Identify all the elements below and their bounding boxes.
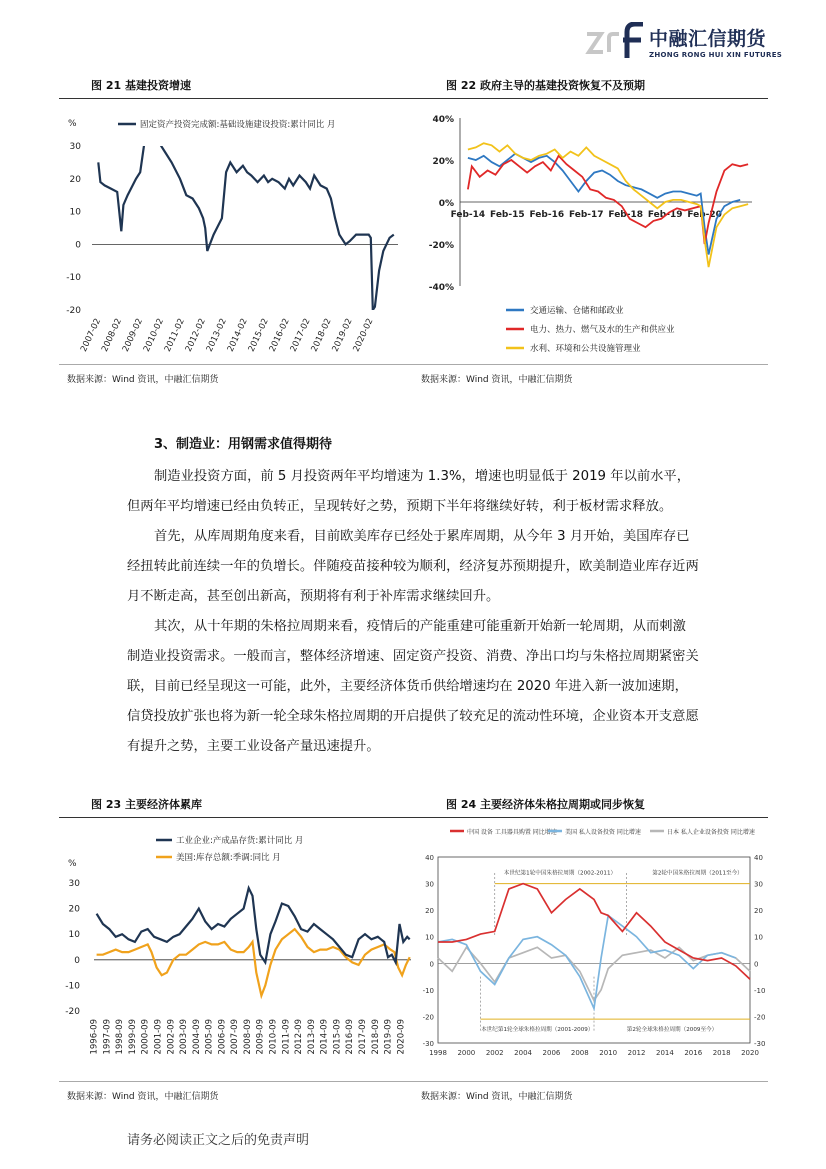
fig23-x-tick: 2004-09 (191, 1019, 202, 1055)
fig23-x-tick: 2013-09 (306, 1019, 317, 1055)
fig24-x-tick: 2012 (627, 1049, 646, 1057)
fig24-y-tick-left: -30 (422, 1040, 434, 1048)
fig24-x-tick: 2010 (599, 1049, 618, 1057)
fig23-x-tick: 2018-09 (370, 1019, 381, 1055)
fig21-y-tick: 20 (69, 174, 81, 185)
logo-english-name: ZHONG RONG HUI XIN FUTURES (649, 51, 783, 59)
fig23-y-tick: -10 (65, 981, 80, 992)
fig22-legend-label: 水利、环境和公共设施管理业 (530, 344, 641, 354)
fig23-series-line (97, 929, 410, 996)
fig24-legend-label: 日本 私人企业设备投资 同比增速 (667, 829, 755, 836)
logo-chinese-name: 中融汇信期货 (649, 28, 767, 50)
fig22-x-tick: Feb-14 (450, 210, 486, 220)
fig24-x-tick: 2004 (514, 1049, 533, 1057)
fig23-x-tick: 1998-09 (115, 1019, 126, 1055)
fig23-y-tick: 30 (68, 879, 80, 889)
fig21-x-tick: 2013-02 (204, 317, 229, 354)
fig21-legend-label: 固定资产投资完成额:基础设施建设投资:累计同比 月 (140, 120, 336, 130)
fig22-chart (420, 106, 768, 361)
fig24-legend-label: 中国 设备 工具器具购置 同比增速 (467, 829, 557, 836)
fig24-y-tick-right: 40 (754, 854, 763, 862)
fig23-x-tick: 2019-09 (383, 1019, 394, 1055)
fig23-unit-label: % (68, 859, 77, 869)
fig23-legend-label: 美国:库存总额:季调:同比 月 (176, 853, 281, 863)
fig22-series-line (468, 154, 740, 255)
fig24-annotation: 本世纪第1轮中国朱格拉周期（2002-2011） (503, 870, 617, 877)
fig22-x-tick: Feb-17 (568, 210, 604, 220)
figure-top-rule (59, 98, 768, 99)
fig21-title: 图 21 基建投资增速 (91, 79, 191, 92)
section-body (127, 462, 699, 762)
fig21-y-tick: -10 (66, 273, 81, 284)
fig24-x-tick: 2016 (684, 1049, 703, 1057)
fig24-y-tick-left: 20 (425, 907, 434, 916)
fig23-x-tick: 2008-09 (242, 1019, 253, 1055)
fig22-x-tick: Feb-15 (490, 210, 525, 220)
fig22-legend-label: 交通运输、仓储和邮政业 (530, 306, 624, 316)
fig23-x-tick: 2010-09 (268, 1019, 279, 1055)
fig21-x-tick: 2009-02 (120, 317, 146, 354)
fig23-x-tick: 2020-09 (396, 1019, 407, 1055)
fig24-plot-frame (438, 857, 750, 1043)
footer-disclaimer: 请务必阅读正文之后的免责声明 (127, 1133, 310, 1148)
fig22-legend-label: 电力、热力、燃气及水的生产和供应业 (530, 325, 675, 335)
fig24-x-tick: 2002 (485, 1049, 504, 1057)
fig24-legend-label: 美国 私人设备投资 同比增速 (565, 829, 641, 836)
fig24-y-tick-right: -10 (754, 986, 766, 995)
fig24-y-tick-right: -20 (754, 1013, 766, 1022)
fig24-x-tick: 2020 (741, 1049, 759, 1057)
fig24-series-line (438, 947, 750, 1000)
fig23-y-tick: 0 (74, 955, 80, 966)
fig22-y-tick: 20% (432, 157, 454, 167)
fig23-x-tick: 2003-09 (179, 1019, 190, 1055)
figure-bottom-rule (59, 1081, 768, 1082)
fig23-x-tick: 1996-09 (89, 1019, 100, 1055)
fig24-y-tick-right: 30 (754, 880, 763, 889)
fig24-series-line (438, 884, 750, 980)
fig23-y-tick: 10 (68, 930, 80, 941)
fig24-x-tick: 2018 (712, 1049, 731, 1057)
fig21-x-tick: 2017-02 (288, 317, 313, 354)
fig23-x-tick: 2012-09 (294, 1019, 305, 1055)
fig23-x-tick: 2016-09 (345, 1019, 356, 1055)
fig24-title: 图 24 主要经济体朱格拉周期或同步恢复 (446, 798, 645, 811)
fig24-y-tick-left: 10 (425, 933, 434, 942)
fig23-x-tick: 2017-09 (357, 1019, 368, 1055)
fig23-x-tick: 2009-09 (255, 1019, 266, 1055)
figure-top-rule (59, 817, 768, 818)
fig24-x-tick: 2014 (655, 1049, 674, 1057)
fig22-x-tick: Feb-20 (687, 210, 722, 220)
fig24-source: 数据来源：Wind 资讯，中融汇信期货 (421, 1092, 573, 1102)
fig21-x-tick: 2007-02 (79, 317, 104, 354)
fig22-x-tick: Feb-16 (529, 210, 565, 220)
fig23-x-tick: 2000-09 (140, 1019, 151, 1055)
fig23-x-tick: 2001-09 (153, 1019, 164, 1055)
section-title: 3、制造业：用钢需求值得期待 (154, 437, 333, 452)
fig21-x-tick: 2011-02 (162, 317, 187, 354)
fig22-y-tick: 40% (432, 115, 454, 125)
fig24-series-line (438, 916, 736, 1009)
fig23-chart (60, 825, 415, 1075)
fig22-source: 数据来源：Wind 资讯，中融汇信期货 (421, 375, 573, 385)
fig21-chart (60, 106, 405, 361)
fig24-x-tick: 2006 (542, 1049, 561, 1057)
fig21-y-tick: -20 (66, 306, 81, 316)
fig21-unit-label: % (68, 119, 77, 129)
fig24-annotation: 第2轮全球朱格拉周期（2009至今） (626, 1027, 718, 1034)
fig23-x-tick: 2015-09 (332, 1019, 343, 1055)
company-logo (585, 20, 783, 64)
fig23-title: 图 23 主要经济体累库 (91, 798, 202, 811)
fig22-series-line (468, 143, 748, 267)
fig24-y-tick-left: 30 (425, 880, 434, 889)
paragraph: 首先，从库周期角度来看，目前欧美库存已经处于累库周期，从今年 3 月开始，美国库存已经扭转此前连续一年的负增长。伴随疫苗接种较为顺利，经济复苏预期提升，欧美制造业库存近两月不断走高，甚至创出新高，预期将有利于补库需求继续回升。 (127, 529, 699, 604)
fig24-x-tick: 2000 (457, 1049, 476, 1057)
fig23-y-tick: 20 (68, 904, 80, 915)
fig24-y-tick-left: 40 (425, 854, 434, 862)
fig22-title: 图 22 政府主导的基建投资恢复不及预期 (446, 79, 645, 92)
logo-mark-icon (585, 22, 647, 60)
fig21-x-tick: 2016-02 (267, 317, 292, 354)
fig23-x-tick: 1997-09 (102, 1019, 113, 1055)
fig22-x-tick: Feb-19 (647, 210, 683, 220)
fig22-series-line (468, 156, 748, 244)
fig23-x-tick: 2007-09 (230, 1019, 241, 1055)
fig21-x-tick: 2012-02 (183, 317, 208, 354)
fig24-chart (420, 825, 772, 1070)
fig23-source: 数据来源：Wind 资讯，中融汇信期货 (67, 1092, 219, 1102)
fig24-annotation: 第2轮中国朱格拉周期（2011至今） (652, 870, 743, 877)
fig24-y-tick-left: 0 (429, 960, 434, 969)
fig23-legend-label: 工业企业:产成品存货:累计同比 月 (176, 836, 304, 846)
fig21-series-line (98, 110, 394, 310)
fig23-x-tick: 2002-09 (166, 1019, 177, 1055)
fig24-y-tick-left: -10 (422, 986, 434, 995)
fig21-x-tick: 2018-02 (309, 317, 334, 354)
fig24-y-tick-right: 20 (754, 907, 763, 916)
fig21-x-tick: 2020-02 (351, 317, 376, 354)
fig21-source: 数据来源：Wind 资讯，中融汇信期货 (67, 375, 219, 385)
fig22-y-tick: -20% (428, 241, 454, 251)
fig24-x-tick: 2008 (570, 1049, 589, 1057)
fig22-x-tick: Feb-18 (608, 210, 644, 220)
fig22-y-tick: -40% (428, 283, 454, 293)
paragraph: 制造业投资方面，前 5 月投资两年平均增速为 1.3%，增速也明显低于 2019 年以前水平，但两年平均增速已经由负转正，呈现转好之势，预期下半年将继续好转，利于板材需求释放。 (127, 469, 691, 514)
fig24-y-tick-left: -20 (422, 1013, 434, 1022)
fig21-y-tick: 0 (75, 240, 81, 251)
fig24-y-tick-right: -30 (754, 1040, 766, 1048)
fig21-x-tick: 2019-02 (330, 317, 355, 354)
fig22-y-tick: 0% (438, 199, 454, 209)
fig21-x-tick: 2014-02 (225, 317, 250, 354)
fig21-y-tick: 10 (69, 207, 81, 218)
fig24-y-tick-right: 0 (754, 960, 759, 969)
fig24-x-tick: 1998 (429, 1049, 447, 1057)
fig21-y-tick: 30 (69, 142, 81, 152)
fig24-y-tick-right: 10 (754, 933, 763, 942)
fig23-x-tick: 2005-09 (204, 1019, 215, 1055)
fig24-annotation: 本世纪第1轮全球朱格拉周期（2001-2009） (481, 1027, 594, 1034)
fig23-x-tick: 1999-09 (127, 1019, 138, 1055)
fig21-x-tick: 2015-02 (246, 317, 271, 354)
fig23-x-tick: 2006-09 (217, 1019, 228, 1055)
figure-bottom-rule (59, 364, 768, 365)
fig23-y-tick: -20 (65, 1007, 80, 1017)
fig23-x-tick: 2014-09 (319, 1019, 330, 1055)
paragraph: 其次，从十年期的朱格拉周期来看，疫情后的产能重建可能重新开始新一轮周期，从而刺激制造业投资需求。一般而言，整体经济增速、固定资产投资、消费、净出口均与朱格拉周期紧密关联，目前已经呈现这一可能，此外，主要经济体货币供给增速均在 2020 年进入新一波加速期，信贷投放扩张也将为新一轮全球朱格拉周期的开启提供了较充足的流动性环境，企业资本开支意愿有提升之势，主要工业设备产量迅速提升。 (127, 619, 699, 754)
fig21-x-tick: 2010-02 (141, 317, 166, 354)
fig21-x-tick: 2008-02 (99, 317, 125, 354)
fig23-x-tick: 2011-09 (281, 1019, 292, 1055)
